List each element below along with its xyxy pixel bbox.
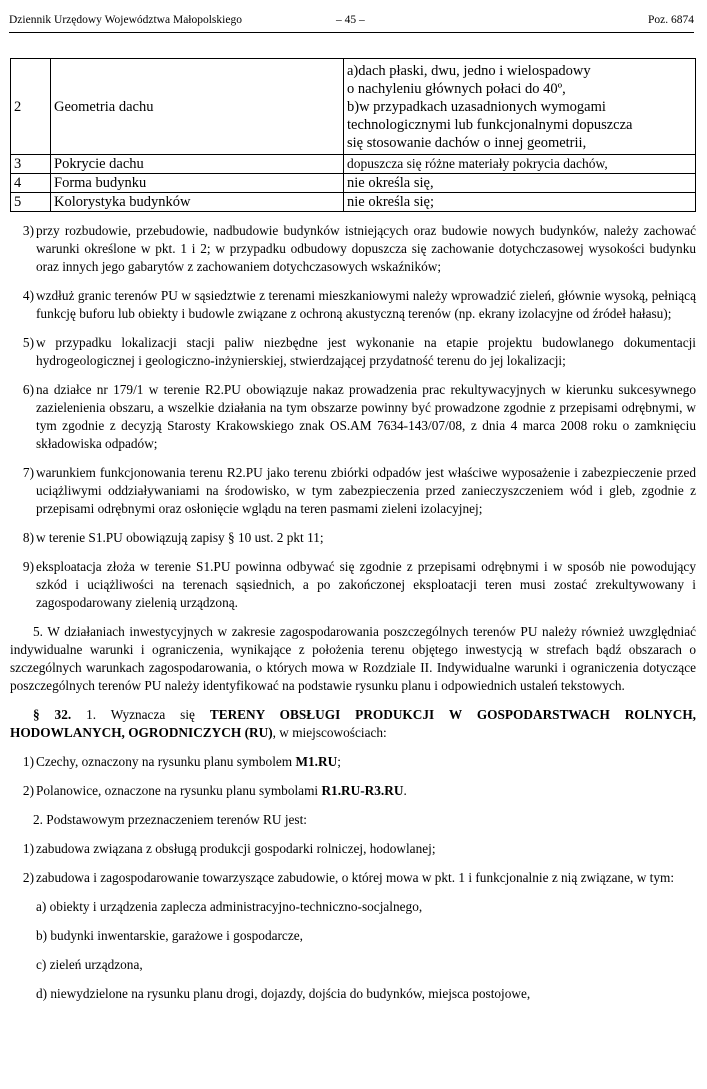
row-value — [344, 59, 696, 155]
list-item — [10, 558, 696, 612]
list-item — [10, 782, 696, 800]
item-text: na działce nr 179/1 w terenie R2.PU obowiązuje nakaz prowadzenia prac rekultywacyjnych w kierunku sukcesywnego zazielenienia obszaru, a wszelkie działania na tym obszarze powinny być prowadzone zgodnie z przepisami odrębnymi, w tym zgodnie z decyzją Starosty Krakowskiego znak OS.AM 7634-143/07/08, z dnia 4 marca 2008 roku o zamknięciu składowiska odpadów; — [36, 382, 696, 451]
list-item — [10, 381, 696, 453]
page-number: – 45 – — [336, 14, 365, 26]
section-tail: , w miejscowościach: — [272, 725, 387, 740]
list-item — [10, 222, 696, 276]
place-text: Czechy, oznaczony na rysunku planu symbolem — [36, 754, 293, 769]
section-32-heading — [10, 706, 696, 742]
row-name: Geometria dachu — [51, 59, 344, 155]
item-number: 1) — [22, 841, 34, 856]
item-text: zabudowa związana z obsługą produkcji gospodarki rolniczej, hodowlanej; — [36, 841, 436, 856]
row-number: 5 — [11, 193, 51, 212]
item-number: 4) — [22, 288, 34, 303]
document-body — [10, 222, 696, 1014]
item-number: 2) — [22, 870, 34, 885]
item-number: 6) — [22, 382, 34, 397]
item-text: eksploatacja złoża w terenie S1.PU powinna odbywać się zgodnie z przepisami odrębnymi i w sposób nie powodujący szkód i uciążliwości na terenach sąsiednich, a po zakończonej eksploatacji teren musi zostać zrekultywowany i zagospodarowany zielenią urządzoną. — [36, 559, 696, 610]
item-number: 5) — [22, 335, 34, 350]
list-item — [10, 287, 696, 323]
item-number: 2) — [22, 783, 34, 798]
table-row — [11, 174, 696, 193]
item-text: zabudowa i zagospodarowanie towarzyszące zabudowie, o której mowa w pkt. 1 i funkcjonalnie z nią związane, w tym: — [36, 870, 675, 885]
table-row — [11, 193, 696, 212]
row-value: dopuszcza się różne materiały pokrycia dachów, — [344, 155, 696, 174]
section-abbreviation: (RU) — [244, 725, 273, 740]
item-text — [36, 782, 696, 800]
row-value: nie określa się, — [344, 174, 696, 193]
table-row — [11, 155, 696, 174]
position-number: Poz. 6874 — [648, 14, 694, 26]
section-intro: 1. Wyznacza się — [86, 707, 195, 722]
journal-title: Dziennik Urzędowy Województwa Małopolskiego — [9, 14, 242, 26]
list-item — [10, 753, 696, 771]
value-line: a)dach płaski, dwu, jedno i wielospadowy — [347, 62, 591, 79]
section-title: TERENY OBSŁUGI PRODUKCJI W GOSPODARSTWACH ROLNYCH, HODOWLANYCH, OGRODNICZYCH — [10, 707, 696, 740]
item-text: wzdłuż granic terenów PU w sąsiedztwie z terenami mieszkaniowymi należy wprowadzić zieleń, głównie wysoką, pełniącą funkcję buforu lub obiekty i budowle związane z ochroną akustyczną terenów (np. ekrany izolacyjne od źródeł hałasu); — [36, 288, 696, 321]
sub-item: b) budynki inwentarskie, garażowe i gospodarcze, — [36, 928, 303, 943]
section-number: § 32. — [33, 707, 72, 722]
row-number: 3 — [11, 155, 51, 174]
sub-item: d) niewydzielone na rysunku planu drogi, dojazdy, dojścia do budynków, miejsca postojowe, — [36, 986, 531, 1001]
list-item — [10, 464, 696, 518]
sub-item: a) obiekty i urządzenia zaplecza administracyjno-techniczno-socjalnego, — [36, 899, 423, 914]
paragraph-5: 5. W działaniach inwestycyjnych w zakresie zagospodarowania poszczególnych terenów PU należy również uwzględniać indywidualne warunki i ograniczenia, wynikające z położenia terenu objętego inwestycją w strefach bądź obszarach o szczególnych warunkach zagospodarowania, o których mowa w Rozdziale II. Indywidualne warunki i ograniczenia dotyczące poszczególnych terenów PU należy identyfikować na podstawie rysunku planu i odpowiednich ustaleń tekstowych. — [10, 624, 696, 693]
value-line: b)w przypadkach uzasadnionych wymogami — [347, 98, 606, 115]
item-number: 8) — [22, 530, 34, 545]
value-line: o nachyleniu głównych połaci do 40º, — [347, 80, 566, 97]
page-header — [9, 10, 694, 33]
value-line: technologicznymi lub funkcjonalnymi dopuszcza — [347, 116, 633, 133]
table-row — [11, 59, 696, 155]
item-text: w przypadku lokalizacji stacji paliw niezbędne jest wykonanie na etapie projektu budowlanego dokumentacji hydrogeologicznej i geologiczno-inżynierskiej, stwierdzającej przydatność terenu do jej lokalizacji; — [36, 335, 696, 368]
row-name: Kolorystyka budynków — [51, 193, 344, 212]
item-text: warunkiem funkcjonowania terenu R2.PU jako terenu zbiórki odpadów jest właściwe wyposażenie i zabezpieczenie przed uciążliwymi oddziaływaniami na środowisko, w tym zabezpieczenia przed zanieczyszczeniem wód i gleb, zgodnie z przepisami odrębnymi oraz osłonięcie wglądu na teren pasmami zieleni izolacyjnej; — [36, 465, 696, 516]
value-line: się stosowanie dachów o innej geometrii, — [347, 134, 587, 151]
place-text: Polanowice, oznaczone na rysunku planu symbolami — [36, 783, 319, 798]
item-text — [36, 753, 696, 771]
row-name: Forma budynku — [51, 174, 344, 193]
item-text: w terenie S1.PU obowiązują zapisy § 10 ust. 2 pkt 11; — [36, 530, 324, 545]
item-number: 9) — [22, 559, 34, 574]
paragraph-2: 2. Podstawowym przeznaczeniem terenów RU jest: — [33, 812, 307, 827]
place-end: ; — [337, 754, 341, 769]
place-symbol: M1.RU — [295, 754, 338, 769]
list-item — [10, 529, 696, 547]
item-number: 7) — [22, 465, 34, 480]
row-number: 2 — [11, 59, 51, 155]
sub-item: c) zieleń urządzona, — [36, 957, 143, 972]
item-number: 3) — [22, 223, 34, 238]
row-name: Pokrycie dachu — [51, 155, 344, 174]
row-number: 4 — [11, 174, 51, 193]
item-text: przy rozbudowie, przebudowie, nadbudowie budynków istniejących oraz budowie nowych budynków, należy zachować warunki określone w pkt. 1 i 2; w przypadku odbudowy dopuszcza się zachowanie dotychczasowej wysokości budynku oraz innych jego gabarytów z zachowaniem dotychczasowych wskaźników; — [36, 223, 696, 274]
list-item — [10, 334, 696, 370]
list-item — [10, 840, 696, 858]
building-parameters-table — [10, 58, 696, 212]
place-end: . — [403, 783, 407, 798]
item-number: 1) — [22, 754, 34, 769]
list-item — [10, 869, 696, 887]
row-value: nie określa się; — [344, 193, 696, 212]
place-symbol: R1.RU-R3.RU — [321, 783, 404, 798]
